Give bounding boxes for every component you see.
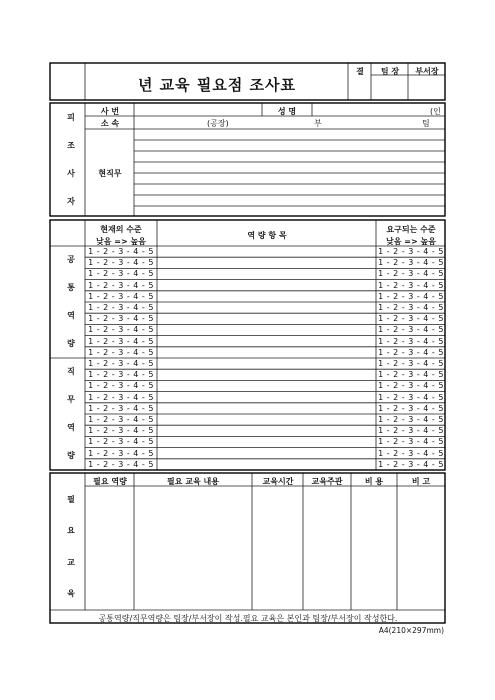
current-level-scale[interactable]: 1 - 2 - 3 - 4 - 5 — [88, 459, 154, 469]
resp-side-char: 자 — [67, 197, 75, 206]
required-level-scale-header: 낮음 => 높음 — [386, 237, 436, 246]
required-level-scale[interactable]: 1 - 2 - 3 - 4 - 5 — [378, 347, 444, 357]
common-side-char: 통 — [67, 283, 75, 292]
required-level-scale[interactable]: 1 - 2 - 3 - 4 - 5 — [378, 280, 444, 290]
edu-side-char: 교 — [67, 557, 75, 567]
edu-col-competency: 필요 역량 — [93, 477, 127, 486]
required-level-scale[interactable]: 1 - 2 - 3 - 4 - 5 — [378, 258, 444, 268]
current-level-scale[interactable]: 1 - 2 - 3 - 4 - 5 — [88, 336, 154, 346]
respondent-side-label — [57, 104, 85, 216]
seal-mark: (인 — [430, 107, 441, 116]
current-level-scale[interactable]: 1 - 2 - 3 - 4 - 5 — [88, 325, 154, 335]
common-side-char: 량 — [67, 339, 75, 348]
required-level-scale[interactable]: 1 - 2 - 3 - 4 - 5 — [378, 269, 444, 279]
edu-side-char: 필 — [67, 494, 75, 504]
common-side-char: 역 — [67, 311, 75, 320]
common-side-char: 공 — [67, 255, 75, 264]
current-level-scale[interactable]: 1 - 2 - 3 - 4 - 5 — [88, 347, 154, 357]
current-level-scale[interactable]: 1 - 2 - 3 - 4 - 5 — [88, 437, 154, 447]
required-level-scale[interactable]: 1 - 2 - 3 - 4 - 5 — [378, 437, 444, 447]
required-level-scale[interactable]: 1 - 2 - 3 - 4 - 5 — [378, 336, 444, 346]
approver-team-leader: 팀 장 — [380, 67, 400, 76]
edu-side-char: 요 — [67, 526, 75, 536]
required-level-scale[interactable]: 1 - 2 - 3 - 4 - 5 — [378, 325, 444, 335]
plant-label: (공장) — [207, 119, 229, 128]
team-label: 팀 — [422, 119, 430, 128]
department-label: 소 속 — [100, 119, 120, 128]
paper-size-label: A4(210×297mm) — [378, 626, 444, 635]
job-side-char: 역 — [67, 423, 75, 432]
form-title: 년 교육 필요점 조사표 — [137, 76, 297, 94]
resp-side-char: 피 — [67, 113, 75, 122]
education-entry-area[interactable] — [86, 486, 445, 610]
required-level-scale[interactable]: 1 - 2 - 3 - 4 - 5 — [378, 359, 444, 368]
current-level-scale[interactable]: 1 - 2 - 3 - 4 - 5 — [88, 314, 154, 324]
job-side-char: 직 — [67, 367, 75, 376]
resp-side-char: 사 — [67, 169, 75, 178]
resp-side-char: 조 — [67, 141, 75, 150]
current-level-scale[interactable]: 1 - 2 - 3 - 4 - 5 — [88, 359, 154, 368]
required-level-scale[interactable]: 1 - 2 - 3 - 4 - 5 — [378, 314, 444, 324]
current-duty-field[interactable] — [134, 130, 445, 216]
name-label: 성 명 — [277, 107, 297, 116]
job-side-char: 무 — [67, 395, 75, 404]
current-level-scale[interactable]: 1 - 2 - 3 - 4 - 5 — [88, 247, 154, 256]
job-competency-label — [57, 358, 85, 470]
edu-col-remarks: 비 고 — [411, 477, 431, 486]
common-competency-label — [57, 246, 85, 358]
current-level-scale[interactable]: 1 - 2 - 3 - 4 - 5 — [88, 303, 154, 312]
current-level-scale[interactable]: 1 - 2 - 3 - 4 - 5 — [88, 392, 154, 402]
education-side-label — [57, 484, 85, 610]
current-duty-label: 현직무 — [98, 169, 122, 178]
current-level-scale[interactable]: 1 - 2 - 3 - 4 - 5 — [88, 426, 154, 436]
edu-col-organizer: 교육주관 — [311, 477, 343, 486]
required-level-scale[interactable]: 1 - 2 - 3 - 4 - 5 — [378, 426, 444, 436]
required-level-scale[interactable]: 1 - 2 - 3 - 4 - 5 — [378, 415, 444, 424]
job-side-char: 량 — [67, 451, 75, 460]
current-level-header: 현재의 수준 — [100, 225, 142, 234]
instruction-note: 공통역량/직무역량은 팀장/부서장이 작성.필요 교육은 본인과 팀장/부서장이 작성한다. — [98, 614, 398, 623]
required-level-scale[interactable]: 1 - 2 - 3 - 4 - 5 — [378, 291, 444, 301]
approver-department-head: 부서장 — [415, 67, 439, 76]
edu-col-hours: 교육시간 — [262, 477, 294, 486]
required-level-scale[interactable]: 1 - 2 - 3 - 4 - 5 — [378, 303, 444, 312]
required-level-scale[interactable]: 1 - 2 - 3 - 4 - 5 — [378, 370, 444, 380]
edu-col-content: 필요 교육 내용 — [167, 477, 219, 486]
current-level-scale[interactable]: 1 - 2 - 3 - 4 - 5 — [88, 258, 154, 268]
employee-no-field[interactable] — [134, 105, 260, 116]
name-field[interactable] — [312, 105, 430, 116]
current-level-scale-header: 낮음 => 높음 — [96, 237, 146, 246]
required-level-header: 요구되는 수준 — [386, 225, 436, 234]
employee-no-label: 사 번 — [100, 107, 120, 116]
edu-col-cost: 비 용 — [364, 477, 384, 486]
current-level-scale[interactable]: 1 - 2 - 3 - 4 - 5 — [88, 415, 154, 424]
current-level-scale[interactable]: 1 - 2 - 3 - 4 - 5 — [88, 381, 154, 391]
current-level-scale[interactable]: 1 - 2 - 3 - 4 - 5 — [88, 403, 154, 413]
current-level-scale[interactable]: 1 - 2 - 3 - 4 - 5 — [88, 291, 154, 301]
required-level-scale[interactable]: 1 - 2 - 3 - 4 - 5 — [378, 247, 444, 256]
required-level-scale[interactable]: 1 - 2 - 3 - 4 - 5 — [378, 459, 444, 469]
required-level-scale[interactable]: 1 - 2 - 3 - 4 - 5 — [378, 403, 444, 413]
current-level-scale[interactable]: 1 - 2 - 3 - 4 - 5 — [88, 280, 154, 290]
current-level-scale[interactable]: 1 - 2 - 3 - 4 - 5 — [88, 448, 154, 458]
competency-item-header: 역 량 항 목 — [247, 231, 287, 240]
required-level-scale[interactable]: 1 - 2 - 3 - 4 - 5 — [378, 448, 444, 458]
division-label: 부 — [314, 119, 322, 128]
required-level-scale[interactable]: 1 - 2 - 3 - 4 - 5 — [378, 392, 444, 402]
approval-label: 결 — [356, 67, 364, 76]
edu-side-char: 육 — [67, 589, 75, 599]
current-level-scale[interactable]: 1 - 2 - 3 - 4 - 5 — [88, 370, 154, 380]
current-level-scale[interactable]: 1 - 2 - 3 - 4 - 5 — [88, 269, 154, 279]
required-level-scale[interactable]: 1 - 2 - 3 - 4 - 5 — [378, 381, 444, 391]
